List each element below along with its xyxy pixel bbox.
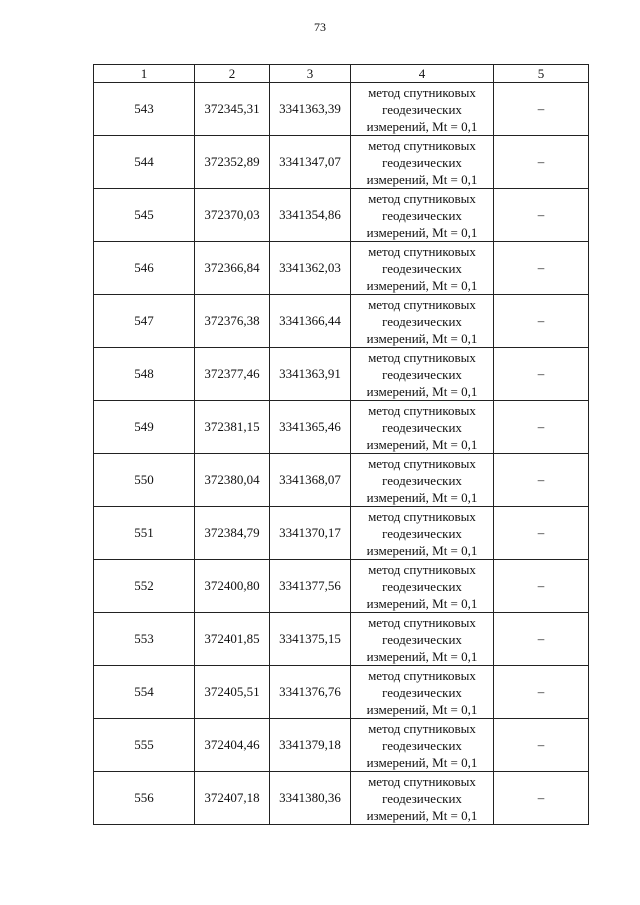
error-cell: – xyxy=(494,666,589,719)
point-number-cell: 548 xyxy=(94,348,195,401)
x-coordinate-cell: 372380,04 xyxy=(195,454,270,507)
point-number-cell: 549 xyxy=(94,401,195,454)
y-coordinate-cell: 3341379,18 xyxy=(270,719,351,772)
column-header-3: 3 xyxy=(270,65,351,83)
error-cell: – xyxy=(494,348,589,401)
page-number: 73 xyxy=(314,20,326,34)
y-coordinate-cell: 3341362,03 xyxy=(270,242,351,295)
error-cell: – xyxy=(494,719,589,772)
point-number-cell: 544 xyxy=(94,136,195,189)
table-row xyxy=(94,401,589,454)
method-cell: метод спутниковых геодезических измерений, Mt = 0,1 xyxy=(351,454,494,507)
point-number-cell: 543 xyxy=(94,83,195,136)
x-coordinate-cell: 372345,31 xyxy=(195,83,270,136)
table-row xyxy=(94,613,589,666)
error-cell: – xyxy=(494,136,589,189)
error-cell: – xyxy=(494,507,589,560)
x-coordinate-cell: 372405,51 xyxy=(195,666,270,719)
y-coordinate-cell: 3341354,86 xyxy=(270,189,351,242)
y-coordinate-cell: 3341368,07 xyxy=(270,454,351,507)
table-row xyxy=(94,719,589,772)
coordinates-table xyxy=(93,64,589,825)
error-cell: – xyxy=(494,560,589,613)
method-cell: метод спутниковых геодезических измерений, Mt = 0,1 xyxy=(351,189,494,242)
method-cell: метод спутниковых геодезических измерений, Mt = 0,1 xyxy=(351,401,494,454)
error-cell: – xyxy=(494,613,589,666)
point-number-cell: 551 xyxy=(94,507,195,560)
x-coordinate-cell: 372384,79 xyxy=(195,507,270,560)
table-row xyxy=(94,454,589,507)
x-coordinate-cell: 372352,89 xyxy=(195,136,270,189)
table-row xyxy=(94,507,589,560)
y-coordinate-cell: 3341370,17 xyxy=(270,507,351,560)
method-cell: метод спутниковых геодезических измерений, Mt = 0,1 xyxy=(351,613,494,666)
x-coordinate-cell: 372407,18 xyxy=(195,772,270,825)
table-row xyxy=(94,560,589,613)
error-cell: – xyxy=(494,83,589,136)
x-coordinate-cell: 372381,15 xyxy=(195,401,270,454)
point-number-cell: 546 xyxy=(94,242,195,295)
error-cell: – xyxy=(494,189,589,242)
table-row xyxy=(94,295,589,348)
table-row xyxy=(94,136,589,189)
method-cell: метод спутниковых геодезических измерений, Mt = 0,1 xyxy=(351,83,494,136)
method-cell: метод спутниковых геодезических измерений, Mt = 0,1 xyxy=(351,560,494,613)
y-coordinate-cell: 3341365,46 xyxy=(270,401,351,454)
y-coordinate-cell: 3341347,07 xyxy=(270,136,351,189)
y-coordinate-cell: 3341363,39 xyxy=(270,83,351,136)
table-row xyxy=(94,772,589,825)
table-row xyxy=(94,348,589,401)
method-cell: метод спутниковых геодезических измерений, Mt = 0,1 xyxy=(351,666,494,719)
y-coordinate-cell: 3341377,56 xyxy=(270,560,351,613)
point-number-cell: 547 xyxy=(94,295,195,348)
point-number-cell: 552 xyxy=(94,560,195,613)
column-header-5: 5 xyxy=(494,65,589,83)
point-number-cell: 555 xyxy=(94,719,195,772)
point-number-cell: 553 xyxy=(94,613,195,666)
table-row xyxy=(94,666,589,719)
method-cell: метод спутниковых геодезических измерений, Mt = 0,1 xyxy=(351,772,494,825)
column-header-4: 4 xyxy=(351,65,494,83)
x-coordinate-cell: 372404,46 xyxy=(195,719,270,772)
x-coordinate-cell: 372366,84 xyxy=(195,242,270,295)
table-row xyxy=(94,189,589,242)
method-cell: метод спутниковых геодезических измерений, Mt = 0,1 xyxy=(351,719,494,772)
column-header-1: 1 xyxy=(94,65,195,83)
point-number-cell: 545 xyxy=(94,189,195,242)
x-coordinate-cell: 372401,85 xyxy=(195,613,270,666)
method-cell: метод спутниковых геодезических измерений, Mt = 0,1 xyxy=(351,242,494,295)
error-cell: – xyxy=(494,242,589,295)
x-coordinate-cell: 372376,38 xyxy=(195,295,270,348)
error-cell: – xyxy=(494,401,589,454)
point-number-cell: 550 xyxy=(94,454,195,507)
method-cell: метод спутниковых геодезических измерений, Mt = 0,1 xyxy=(351,136,494,189)
method-cell: метод спутниковых геодезических измерений, Mt = 0,1 xyxy=(351,295,494,348)
column-header-2: 2 xyxy=(195,65,270,83)
error-cell: – xyxy=(494,295,589,348)
point-number-cell: 556 xyxy=(94,772,195,825)
y-coordinate-cell: 3341375,15 xyxy=(270,613,351,666)
y-coordinate-cell: 3341376,76 xyxy=(270,666,351,719)
error-cell: – xyxy=(494,772,589,825)
point-number-cell: 554 xyxy=(94,666,195,719)
table-row xyxy=(94,83,589,136)
method-cell: метод спутниковых геодезических измерений, Mt = 0,1 xyxy=(351,348,494,401)
x-coordinate-cell: 372377,46 xyxy=(195,348,270,401)
x-coordinate-cell: 372370,03 xyxy=(195,189,270,242)
method-cell: метод спутниковых геодезических измерений, Mt = 0,1 xyxy=(351,507,494,560)
y-coordinate-cell: 3341380,36 xyxy=(270,772,351,825)
error-cell: – xyxy=(494,454,589,507)
table-header-row xyxy=(94,65,589,83)
table-row xyxy=(94,242,589,295)
y-coordinate-cell: 3341363,91 xyxy=(270,348,351,401)
y-coordinate-cell: 3341366,44 xyxy=(270,295,351,348)
x-coordinate-cell: 372400,80 xyxy=(195,560,270,613)
table-body xyxy=(94,83,589,825)
